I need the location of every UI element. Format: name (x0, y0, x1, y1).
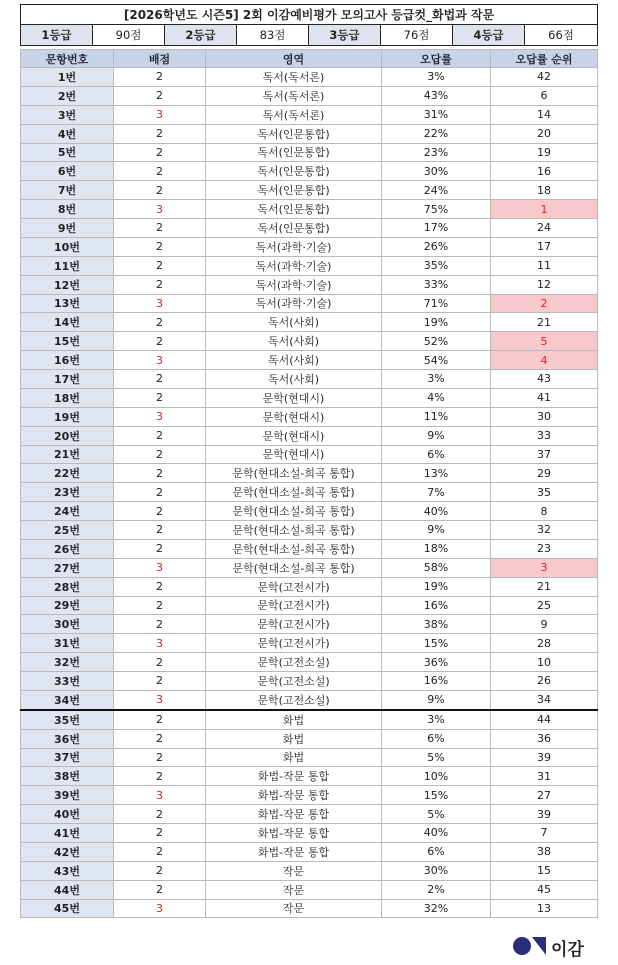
table-row (21, 615, 598, 634)
error-rank: 31 (491, 767, 598, 786)
points: 2 (114, 539, 206, 558)
error-rate: 9% (382, 690, 491, 709)
area: 화법-작문 통합 (206, 842, 382, 861)
error-rate: 16% (382, 596, 491, 615)
table-row (21, 181, 598, 200)
area: 문학(현대시) (206, 426, 382, 445)
points: 2 (114, 256, 206, 275)
error-rate: 23% (382, 143, 491, 162)
error-rate: 9% (382, 426, 491, 445)
table-row (21, 294, 598, 313)
error-rate: 38% (382, 615, 491, 634)
error-rate: 11% (382, 407, 491, 426)
error-rank: 20 (491, 124, 598, 143)
error-rank: 13 (491, 899, 598, 918)
points: 3 (114, 786, 206, 805)
question-number: 10번 (21, 237, 114, 256)
area: 독서(과학·기술) (206, 275, 382, 294)
table-row (21, 275, 598, 294)
table-row (21, 407, 598, 426)
error-rank: 44 (491, 710, 598, 729)
question-number: 15번 (21, 332, 114, 351)
error-rate: 9% (382, 521, 491, 540)
area: 작문 (206, 861, 382, 880)
table-row (21, 899, 598, 918)
points: 2 (114, 767, 206, 786)
error-rank: 12 (491, 275, 598, 294)
points: 2 (114, 426, 206, 445)
grade-cut-row (21, 25, 598, 46)
question-number: 33번 (21, 672, 114, 691)
table-row (21, 824, 598, 843)
question-number: 40번 (21, 805, 114, 824)
error-rank: 5 (491, 332, 598, 351)
error-rank: 42 (491, 68, 598, 87)
area: 화법-작문 통합 (206, 786, 382, 805)
table-row (21, 577, 598, 596)
area: 화법 (206, 748, 382, 767)
question-number: 4번 (21, 124, 114, 143)
area: 문학(고전소설) (206, 653, 382, 672)
error-rate: 19% (382, 577, 491, 596)
area: 작문 (206, 880, 382, 899)
error-rate: 4% (382, 388, 491, 407)
points: 2 (114, 521, 206, 540)
table-row (21, 767, 598, 786)
error-rank: 24 (491, 219, 598, 238)
question-number: 5번 (21, 143, 114, 162)
error-rank: 41 (491, 388, 598, 407)
question-number: 9번 (21, 219, 114, 238)
area: 문학(현대시) (206, 445, 382, 464)
column-header: 문항번호 (21, 50, 114, 68)
question-number: 32번 (21, 653, 114, 672)
error-rate: 32% (382, 899, 491, 918)
page-title: [2026학년도 시즌5] 2회 이감예비평가 모의고사 등급컷_화법과 작문 (21, 5, 598, 25)
area: 문학(고전시가) (206, 634, 382, 653)
area: 독서(인문통합) (206, 124, 382, 143)
table-row (21, 729, 598, 748)
question-number: 39번 (21, 786, 114, 805)
table-row (21, 351, 598, 370)
error-rate: 75% (382, 200, 491, 219)
question-number: 27번 (21, 558, 114, 577)
error-rate: 3% (382, 710, 491, 729)
grade-score: 90점 (93, 25, 165, 46)
area: 독서(과학·기술) (206, 237, 382, 256)
error-rate: 2% (382, 880, 491, 899)
grade-label: 3등급 (309, 25, 381, 46)
error-rank: 14 (491, 105, 598, 124)
error-rate: 5% (382, 805, 491, 824)
area: 문학(고전시가) (206, 615, 382, 634)
table-row (21, 805, 598, 824)
error-rank: 30 (491, 407, 598, 426)
table-row (21, 672, 598, 691)
exam-sheet (20, 4, 597, 918)
points: 2 (114, 483, 206, 502)
table-row (21, 861, 598, 880)
question-number: 26번 (21, 539, 114, 558)
error-rate: 19% (382, 313, 491, 332)
question-number: 24번 (21, 502, 114, 521)
table-row (21, 539, 598, 558)
question-number: 22번 (21, 464, 114, 483)
points: 2 (114, 68, 206, 87)
points: 2 (114, 162, 206, 181)
points: 2 (114, 861, 206, 880)
points: 2 (114, 805, 206, 824)
error-rank: 19 (491, 143, 598, 162)
error-rate: 15% (382, 634, 491, 653)
error-rate: 13% (382, 464, 491, 483)
points: 3 (114, 690, 206, 709)
question-number: 16번 (21, 351, 114, 370)
error-rate: 5% (382, 748, 491, 767)
error-rate: 40% (382, 502, 491, 521)
question-number: 6번 (21, 162, 114, 181)
question-number: 12번 (21, 275, 114, 294)
error-rank: 32 (491, 521, 598, 540)
error-rank: 4 (491, 351, 598, 370)
points: 3 (114, 294, 206, 313)
table-row (21, 786, 598, 805)
area: 작문 (206, 899, 382, 918)
table-row (21, 748, 598, 767)
error-rank: 9 (491, 615, 598, 634)
area: 독서(인문통합) (206, 181, 382, 200)
error-rank: 17 (491, 237, 598, 256)
table-row (21, 388, 598, 407)
error-rank: 38 (491, 842, 598, 861)
question-number: 44번 (21, 880, 114, 899)
grade-cut-table (20, 4, 598, 46)
error-rank: 3 (491, 558, 598, 577)
error-rank: 21 (491, 313, 598, 332)
points: 2 (114, 370, 206, 389)
question-number: 36번 (21, 729, 114, 748)
table-row (21, 124, 598, 143)
table-row (21, 200, 598, 219)
question-number: 8번 (21, 200, 114, 219)
points: 3 (114, 200, 206, 219)
column-header: 영역 (206, 50, 382, 68)
error-rate: 22% (382, 124, 491, 143)
question-number: 41번 (21, 824, 114, 843)
error-rank: 34 (491, 690, 598, 709)
error-rate: 52% (382, 332, 491, 351)
points: 3 (114, 634, 206, 653)
area: 독서(사회) (206, 313, 382, 332)
table-row (21, 256, 598, 275)
question-number: 17번 (21, 370, 114, 389)
error-rate: 18% (382, 539, 491, 558)
question-number: 23번 (21, 483, 114, 502)
area: 독서(과학·기술) (206, 294, 382, 313)
error-rate: 40% (382, 824, 491, 843)
grade-score: 76점 (381, 25, 453, 46)
question-number: 37번 (21, 748, 114, 767)
points: 2 (114, 615, 206, 634)
area: 독서(인문통합) (206, 200, 382, 219)
grade-score: 66점 (525, 25, 598, 46)
error-rank: 18 (491, 181, 598, 200)
error-rank: 16 (491, 162, 598, 181)
table-row (21, 313, 598, 332)
question-number: 13번 (21, 294, 114, 313)
table-row (21, 502, 598, 521)
error-rank: 8 (491, 502, 598, 521)
error-rank: 11 (491, 256, 598, 275)
points: 2 (114, 181, 206, 200)
area: 화법-작문 통합 (206, 824, 382, 843)
area: 문학(현대시) (206, 407, 382, 426)
area: 문학(현대소설-희곡 통합) (206, 539, 382, 558)
error-rank: 23 (491, 539, 598, 558)
question-number: 29번 (21, 596, 114, 615)
area: 화법 (206, 729, 382, 748)
table-row (21, 68, 598, 87)
logo-text: 이감 (551, 940, 584, 960)
error-rate: 31% (382, 105, 491, 124)
error-rate: 17% (382, 219, 491, 238)
table-header-row (21, 50, 598, 68)
error-rank: 29 (491, 464, 598, 483)
points: 2 (114, 275, 206, 294)
points: 2 (114, 313, 206, 332)
table-row (21, 521, 598, 540)
error-rate: 58% (382, 558, 491, 577)
table-row (21, 143, 598, 162)
question-number: 11번 (21, 256, 114, 275)
points: 2 (114, 672, 206, 691)
error-rank: 28 (491, 634, 598, 653)
question-number: 7번 (21, 181, 114, 200)
logo-triangle-icon (532, 937, 546, 955)
table-row (21, 634, 598, 653)
points: 3 (114, 351, 206, 370)
logo-circle-icon (513, 937, 531, 955)
points: 2 (114, 577, 206, 596)
table-row (21, 842, 598, 861)
error-rank: 37 (491, 445, 598, 464)
question-number: 42번 (21, 842, 114, 861)
points: 3 (114, 558, 206, 577)
table-row (21, 596, 598, 615)
question-number: 2번 (21, 86, 114, 105)
points: 2 (114, 842, 206, 861)
area: 화법-작문 통합 (206, 805, 382, 824)
error-rate: 6% (382, 842, 491, 861)
table-row (21, 105, 598, 124)
area: 독서(사회) (206, 370, 382, 389)
error-rate: 3% (382, 68, 491, 87)
area: 문학(고전소설) (206, 690, 382, 709)
question-number: 45번 (21, 899, 114, 918)
area: 문학(고전시가) (206, 577, 382, 596)
points: 2 (114, 445, 206, 464)
igam-logo (513, 935, 603, 960)
question-number: 28번 (21, 577, 114, 596)
points: 2 (114, 237, 206, 256)
error-rank: 26 (491, 672, 598, 691)
area: 문학(현대소설-희곡 통합) (206, 464, 382, 483)
error-rate: 71% (382, 294, 491, 313)
error-rank: 7 (491, 824, 598, 843)
points: 2 (114, 86, 206, 105)
area: 독서(인문통합) (206, 162, 382, 181)
area: 독서(독서론) (206, 105, 382, 124)
question-number: 14번 (21, 313, 114, 332)
error-rate: 30% (382, 162, 491, 181)
error-rank: 36 (491, 729, 598, 748)
area: 화법-작문 통합 (206, 767, 382, 786)
error-rate: 43% (382, 86, 491, 105)
question-number: 18번 (21, 388, 114, 407)
error-rank: 1 (491, 200, 598, 219)
table-row (21, 653, 598, 672)
error-rank: 43 (491, 370, 598, 389)
error-rate: 15% (382, 786, 491, 805)
question-number: 34번 (21, 690, 114, 709)
table-row (21, 483, 598, 502)
table-row (21, 426, 598, 445)
question-table (20, 49, 598, 918)
error-rate: 26% (382, 237, 491, 256)
error-rank: 45 (491, 880, 598, 899)
area: 독서(독서론) (206, 68, 382, 87)
error-rate: 6% (382, 445, 491, 464)
area: 문학(현대소설-희곡 통합) (206, 521, 382, 540)
column-header: 배점 (114, 50, 206, 68)
question-number: 19번 (21, 407, 114, 426)
error-rate: 24% (382, 181, 491, 200)
error-rate: 33% (382, 275, 491, 294)
error-rank: 15 (491, 861, 598, 880)
error-rate: 6% (382, 729, 491, 748)
area: 화법 (206, 710, 382, 729)
error-rate: 3% (382, 370, 491, 389)
points: 2 (114, 502, 206, 521)
points: 3 (114, 407, 206, 426)
table-row (21, 690, 598, 709)
area: 독서(인문통합) (206, 143, 382, 162)
error-rank: 2 (491, 294, 598, 313)
column-header: 오답률 (382, 50, 491, 68)
table-row (21, 86, 598, 105)
question-number: 3번 (21, 105, 114, 124)
area: 독서(사회) (206, 332, 382, 351)
error-rank: 39 (491, 805, 598, 824)
error-rank: 10 (491, 653, 598, 672)
question-number: 43번 (21, 861, 114, 880)
points: 2 (114, 653, 206, 672)
question-number: 25번 (21, 521, 114, 540)
area: 문학(현대소설-희곡 통합) (206, 483, 382, 502)
points: 2 (114, 710, 206, 729)
area: 문학(현대시) (206, 388, 382, 407)
error-rank: 27 (491, 786, 598, 805)
table-row (21, 880, 598, 899)
grade-label: 4등급 (453, 25, 525, 46)
points: 2 (114, 596, 206, 615)
points: 2 (114, 124, 206, 143)
area: 문학(고전소설) (206, 672, 382, 691)
grade-score: 83점 (237, 25, 309, 46)
grade-label: 1등급 (21, 25, 93, 46)
question-number: 21번 (21, 445, 114, 464)
points: 2 (114, 388, 206, 407)
error-rate: 10% (382, 767, 491, 786)
points: 2 (114, 464, 206, 483)
question-number: 20번 (21, 426, 114, 445)
table-row (21, 710, 598, 729)
points: 2 (114, 219, 206, 238)
area: 독서(과학·기술) (206, 256, 382, 275)
points: 2 (114, 332, 206, 351)
error-rate: 7% (382, 483, 491, 502)
points: 2 (114, 143, 206, 162)
question-number: 35번 (21, 710, 114, 729)
table-row (21, 219, 598, 238)
error-rate: 16% (382, 672, 491, 691)
error-rank: 39 (491, 748, 598, 767)
question-number: 30번 (21, 615, 114, 634)
area: 독서(인문통합) (206, 219, 382, 238)
error-rank: 35 (491, 483, 598, 502)
area: 문학(고전시가) (206, 596, 382, 615)
error-rank: 25 (491, 596, 598, 615)
points: 3 (114, 899, 206, 918)
error-rank: 33 (491, 426, 598, 445)
area: 독서(사회) (206, 351, 382, 370)
area: 문학(현대소설-희곡 통합) (206, 558, 382, 577)
points: 2 (114, 880, 206, 899)
error-rate: 30% (382, 861, 491, 880)
grade-label: 2등급 (165, 25, 237, 46)
error-rate: 36% (382, 653, 491, 672)
column-header: 오답률 순위 (491, 50, 598, 68)
points: 2 (114, 748, 206, 767)
question-number: 31번 (21, 634, 114, 653)
table-row (21, 558, 598, 577)
table-row (21, 445, 598, 464)
question-number: 38번 (21, 767, 114, 786)
error-rank: 6 (491, 86, 598, 105)
error-rate: 35% (382, 256, 491, 275)
error-rate: 54% (382, 351, 491, 370)
table-row (21, 464, 598, 483)
table-row (21, 332, 598, 351)
area: 독서(독서론) (206, 86, 382, 105)
points: 2 (114, 824, 206, 843)
points: 3 (114, 105, 206, 124)
error-rank: 21 (491, 577, 598, 596)
question-number: 1번 (21, 68, 114, 87)
table-row (21, 237, 598, 256)
table-row (21, 370, 598, 389)
area: 문학(현대소설-희곡 통합) (206, 502, 382, 521)
points: 2 (114, 729, 206, 748)
table-body (21, 68, 598, 918)
table-row (21, 162, 598, 181)
